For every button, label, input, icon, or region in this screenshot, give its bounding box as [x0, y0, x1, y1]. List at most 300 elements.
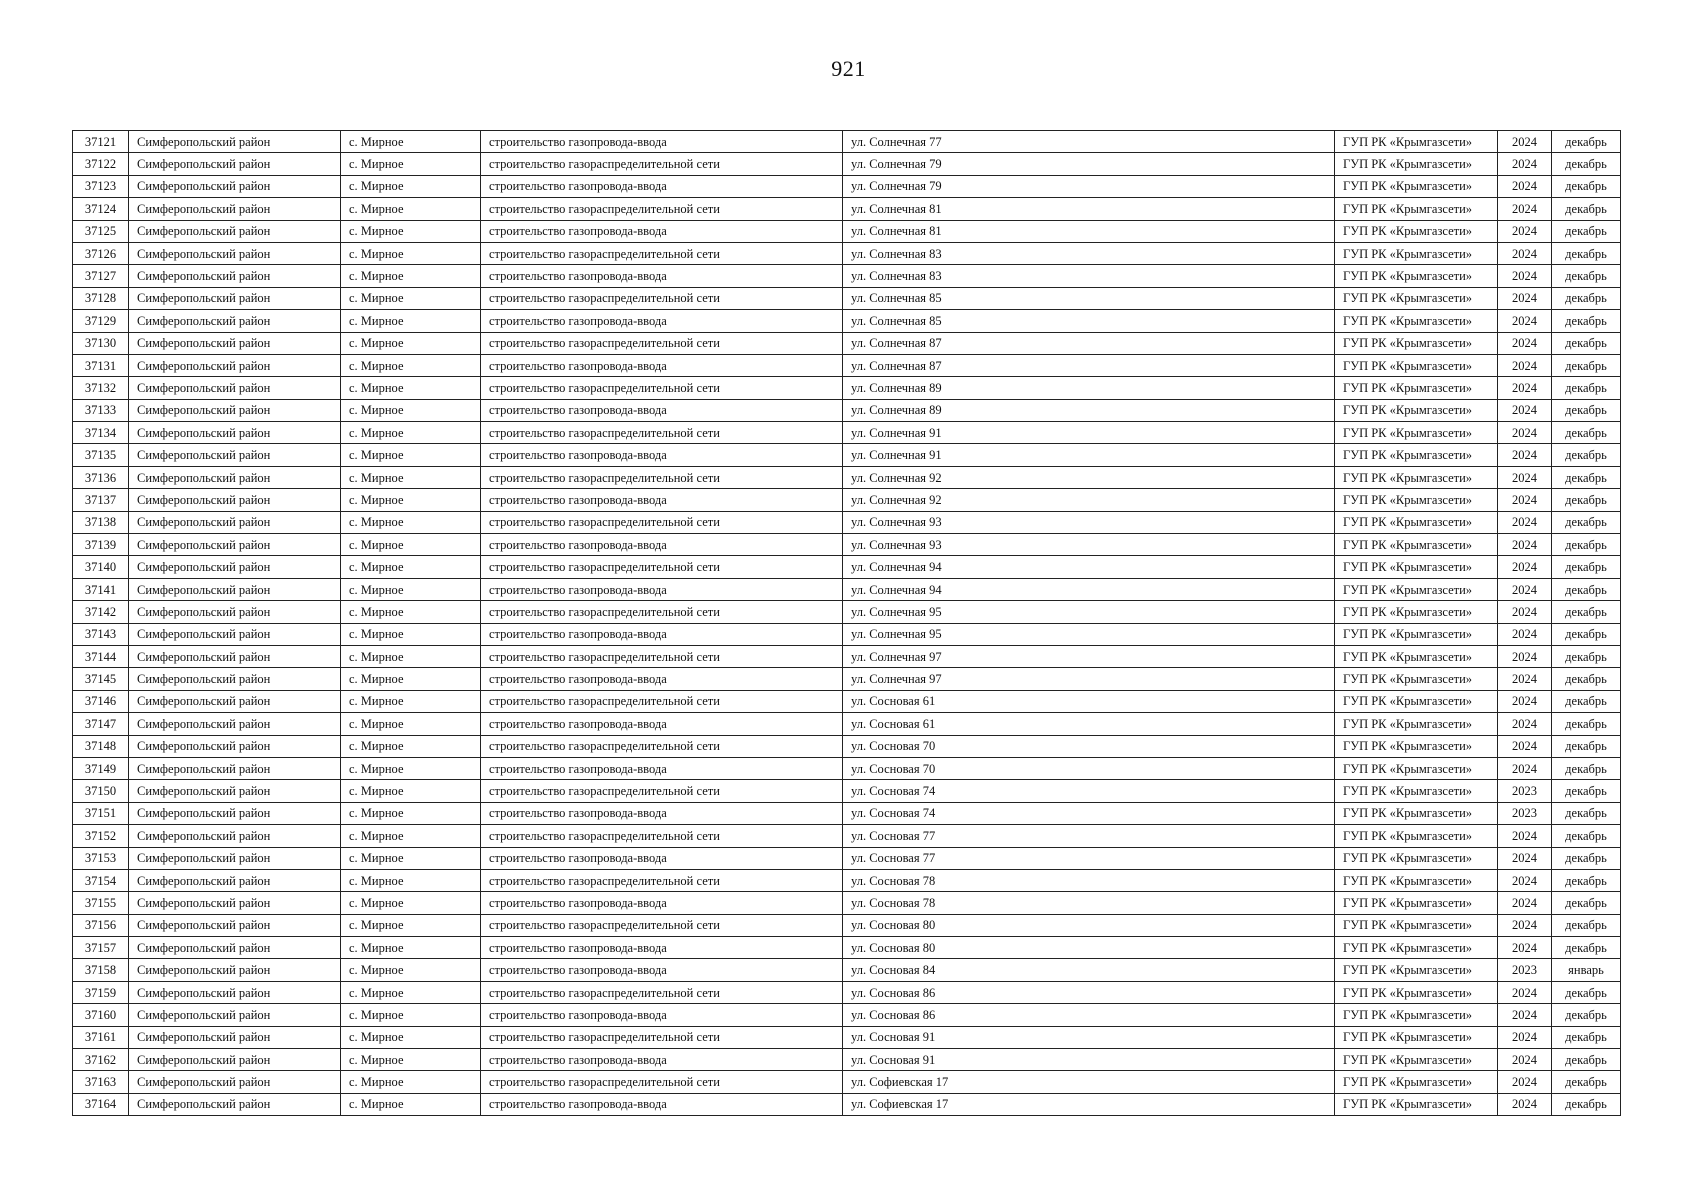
address-cell: ул. Сосновая 84 — [843, 959, 1335, 981]
district-cell: Симферопольский район — [129, 175, 341, 197]
year-cell: 2024 — [1498, 198, 1552, 220]
work-type-cell: строительство газораспределительной сети — [481, 422, 843, 444]
record-number-cell: 37146 — [73, 690, 129, 712]
record-number-cell: 37149 — [73, 757, 129, 779]
address-cell: ул. Солнечная 87 — [843, 332, 1335, 354]
record-number-cell: 37127 — [73, 265, 129, 287]
year-cell: 2024 — [1498, 869, 1552, 891]
organization-cell: ГУП РК «Крымгазсети» — [1335, 780, 1498, 802]
district-cell: Симферопольский район — [129, 444, 341, 466]
settlement-cell: с. Мирное — [341, 690, 481, 712]
settlement-cell: с. Мирное — [341, 802, 481, 824]
address-cell: ул. Софиевская 17 — [843, 1071, 1335, 1093]
record-number-cell: 37140 — [73, 556, 129, 578]
year-cell: 2024 — [1498, 690, 1552, 712]
table-row — [73, 690, 1621, 712]
work-type-cell: строительство газораспределительной сети — [481, 690, 843, 712]
district-cell: Симферопольский район — [129, 310, 341, 332]
settlement-cell: с. Мирное — [341, 937, 481, 959]
organization-cell: ГУП РК «Крымгазсети» — [1335, 175, 1498, 197]
address-cell: ул. Солнечная 97 — [843, 645, 1335, 667]
settlement-cell: с. Мирное — [341, 242, 481, 264]
address-cell: ул. Солнечная 95 — [843, 623, 1335, 645]
table-row — [73, 220, 1621, 242]
district-cell: Симферопольский район — [129, 287, 341, 309]
address-cell: ул. Солнечная 91 — [843, 422, 1335, 444]
address-cell: ул. Солнечная 94 — [843, 556, 1335, 578]
month-cell: декабрь — [1552, 802, 1621, 824]
month-cell: декабрь — [1552, 310, 1621, 332]
record-number-cell: 37125 — [73, 220, 129, 242]
settlement-cell: с. Мирное — [341, 668, 481, 690]
work-type-cell: строительство газопровода-ввода — [481, 892, 843, 914]
work-type-cell: строительство газораспределительной сети — [481, 242, 843, 264]
table-row — [73, 1071, 1621, 1093]
work-type-cell: строительство газораспределительной сети — [481, 556, 843, 578]
table-row — [73, 757, 1621, 779]
district-cell: Симферопольский район — [129, 578, 341, 600]
organization-cell: ГУП РК «Крымгазсети» — [1335, 444, 1498, 466]
year-cell: 2024 — [1498, 937, 1552, 959]
organization-cell: ГУП РК «Крымгазсети» — [1335, 869, 1498, 891]
organization-cell: ГУП РК «Крымгазсети» — [1335, 422, 1498, 444]
table-row — [73, 556, 1621, 578]
address-cell: ул. Сосновая 61 — [843, 690, 1335, 712]
address-cell: ул. Солнечная 97 — [843, 668, 1335, 690]
settlement-cell: с. Мирное — [341, 332, 481, 354]
district-cell: Симферопольский район — [129, 489, 341, 511]
district-cell: Симферопольский район — [129, 1026, 341, 1048]
work-type-cell: строительство газопровода-ввода — [481, 444, 843, 466]
table-row — [73, 399, 1621, 421]
work-type-cell: строительство газораспределительной сети — [481, 825, 843, 847]
month-cell: декабрь — [1552, 175, 1621, 197]
settlement-cell: с. Мирное — [341, 959, 481, 981]
month-cell: декабрь — [1552, 892, 1621, 914]
table-row — [73, 1026, 1621, 1048]
record-number-cell: 37162 — [73, 1049, 129, 1071]
address-cell: ул. Солнечная 81 — [843, 220, 1335, 242]
table-row — [73, 623, 1621, 645]
district-cell: Симферопольский район — [129, 511, 341, 533]
settlement-cell: с. Мирное — [341, 847, 481, 869]
settlement-cell: с. Мирное — [341, 869, 481, 891]
organization-cell: ГУП РК «Крымгазсети» — [1335, 1093, 1498, 1115]
work-type-cell: строительство газораспределительной сети — [481, 1071, 843, 1093]
year-cell: 2024 — [1498, 466, 1552, 488]
record-number-cell: 37154 — [73, 869, 129, 891]
organization-cell: ГУП РК «Крымгазсети» — [1335, 220, 1498, 242]
work-type-cell: строительство газораспределительной сети — [481, 735, 843, 757]
record-number-cell: 37143 — [73, 623, 129, 645]
organization-cell: ГУП РК «Крымгазсети» — [1335, 287, 1498, 309]
settlement-cell: с. Мирное — [341, 399, 481, 421]
year-cell: 2024 — [1498, 422, 1552, 444]
address-cell: ул. Сосновая 91 — [843, 1049, 1335, 1071]
district-cell: Симферопольский район — [129, 1049, 341, 1071]
record-number-cell: 37121 — [73, 131, 129, 153]
settlement-cell: с. Мирное — [341, 131, 481, 153]
record-number-cell: 37142 — [73, 601, 129, 623]
address-cell: ул. Сосновая 74 — [843, 780, 1335, 802]
address-cell: ул. Софиевская 17 — [843, 1093, 1335, 1115]
address-cell: ул. Солнечная 91 — [843, 444, 1335, 466]
year-cell: 2024 — [1498, 713, 1552, 735]
district-cell: Симферопольский район — [129, 466, 341, 488]
address-cell: ул. Солнечная 83 — [843, 242, 1335, 264]
month-cell: декабрь — [1552, 601, 1621, 623]
work-type-cell: строительство газопровода-ввода — [481, 847, 843, 869]
table-row — [73, 198, 1621, 220]
work-type-cell: строительство газопровода-ввода — [481, 310, 843, 332]
district-cell: Симферопольский район — [129, 802, 341, 824]
record-number-cell: 37137 — [73, 489, 129, 511]
table-row — [73, 1004, 1621, 1026]
district-cell: Симферопольский район — [129, 354, 341, 376]
record-number-cell: 37136 — [73, 466, 129, 488]
year-cell: 2023 — [1498, 959, 1552, 981]
work-type-cell: строительство газопровода-ввода — [481, 713, 843, 735]
address-cell: ул. Солнечная 92 — [843, 466, 1335, 488]
month-cell: декабрь — [1552, 153, 1621, 175]
table-row — [73, 645, 1621, 667]
organization-cell: ГУП РК «Крымгазсети» — [1335, 825, 1498, 847]
work-type-cell: строительство газопровода-ввода — [481, 623, 843, 645]
district-cell: Симферопольский район — [129, 668, 341, 690]
year-cell: 2024 — [1498, 332, 1552, 354]
district-cell: Симферопольский район — [129, 713, 341, 735]
organization-cell: ГУП РК «Крымгазсети» — [1335, 556, 1498, 578]
settlement-cell: с. Мирное — [341, 444, 481, 466]
table-row — [73, 578, 1621, 600]
year-cell: 2024 — [1498, 354, 1552, 376]
record-number-cell: 37124 — [73, 198, 129, 220]
year-cell: 2024 — [1498, 310, 1552, 332]
district-cell: Симферопольский район — [129, 735, 341, 757]
district-cell: Симферопольский район — [129, 332, 341, 354]
year-cell: 2024 — [1498, 1026, 1552, 1048]
organization-cell: ГУП РК «Крымгазсети» — [1335, 690, 1498, 712]
table-row — [73, 422, 1621, 444]
organization-cell: ГУП РК «Крымгазсети» — [1335, 511, 1498, 533]
record-number-cell: 37131 — [73, 354, 129, 376]
table-row — [73, 892, 1621, 914]
record-number-cell: 37163 — [73, 1071, 129, 1093]
settlement-cell: с. Мирное — [341, 825, 481, 847]
year-cell: 2024 — [1498, 131, 1552, 153]
district-cell: Симферопольский район — [129, 780, 341, 802]
year-cell: 2024 — [1498, 489, 1552, 511]
settlement-cell: с. Мирное — [341, 735, 481, 757]
address-cell: ул. Сосновая 77 — [843, 825, 1335, 847]
month-cell: декабрь — [1552, 422, 1621, 444]
table-row — [73, 959, 1621, 981]
settlement-cell: с. Мирное — [341, 175, 481, 197]
district-cell: Симферопольский район — [129, 1004, 341, 1026]
work-type-cell: строительство газопровода-ввода — [481, 131, 843, 153]
year-cell: 2024 — [1498, 1071, 1552, 1093]
address-cell: ул. Сосновая 77 — [843, 847, 1335, 869]
settlement-cell: с. Мирное — [341, 198, 481, 220]
work-type-cell: строительство газораспределительной сети — [481, 601, 843, 623]
settlement-cell: с. Мирное — [341, 1071, 481, 1093]
record-number-cell: 37130 — [73, 332, 129, 354]
settlement-cell: с. Мирное — [341, 511, 481, 533]
record-number-cell: 37123 — [73, 175, 129, 197]
district-cell: Симферопольский район — [129, 623, 341, 645]
organization-cell: ГУП РК «Крымгазсети» — [1335, 578, 1498, 600]
month-cell: декабрь — [1552, 757, 1621, 779]
year-cell: 2023 — [1498, 780, 1552, 802]
table-row — [73, 444, 1621, 466]
year-cell: 2024 — [1498, 242, 1552, 264]
table-row — [73, 153, 1621, 175]
settlement-cell: с. Мирное — [341, 422, 481, 444]
address-cell: ул. Сосновая 61 — [843, 713, 1335, 735]
settlement-cell: с. Мирное — [341, 153, 481, 175]
work-type-cell: строительство газораспределительной сети — [481, 780, 843, 802]
settlement-cell: с. Мирное — [341, 556, 481, 578]
district-cell: Симферопольский район — [129, 220, 341, 242]
month-cell: декабрь — [1552, 534, 1621, 556]
record-number-cell: 37157 — [73, 937, 129, 959]
month-cell: декабрь — [1552, 220, 1621, 242]
address-cell: ул. Солнечная 83 — [843, 265, 1335, 287]
district-cell: Симферопольский район — [129, 422, 341, 444]
settlement-cell: с. Мирное — [341, 780, 481, 802]
table-row — [73, 354, 1621, 376]
settlement-cell: с. Мирное — [341, 354, 481, 376]
year-cell: 2024 — [1498, 981, 1552, 1003]
record-number-cell: 37151 — [73, 802, 129, 824]
table-row — [73, 287, 1621, 309]
work-type-cell: строительство газопровода-ввода — [481, 959, 843, 981]
organization-cell: ГУП РК «Крымгазсети» — [1335, 981, 1498, 1003]
month-cell: декабрь — [1552, 354, 1621, 376]
district-cell: Симферопольский район — [129, 534, 341, 556]
year-cell: 2024 — [1498, 578, 1552, 600]
address-cell: ул. Солнечная 93 — [843, 534, 1335, 556]
year-cell: 2024 — [1498, 623, 1552, 645]
year-cell: 2024 — [1498, 668, 1552, 690]
organization-cell: ГУП РК «Крымгазсети» — [1335, 937, 1498, 959]
address-cell: ул. Солнечная 79 — [843, 153, 1335, 175]
year-cell: 2024 — [1498, 847, 1552, 869]
settlement-cell: с. Мирное — [341, 220, 481, 242]
table-row — [73, 869, 1621, 891]
record-number-cell: 37133 — [73, 399, 129, 421]
table-row — [73, 466, 1621, 488]
address-cell: ул. Сосновая 78 — [843, 869, 1335, 891]
table-row — [73, 332, 1621, 354]
settlement-cell: с. Мирное — [341, 914, 481, 936]
record-number-cell: 37152 — [73, 825, 129, 847]
page-number: 921 — [831, 56, 866, 81]
table-row — [73, 914, 1621, 936]
work-type-cell: строительство газопровода-ввода — [481, 1093, 843, 1115]
work-type-cell: строительство газораспределительной сети — [481, 153, 843, 175]
table-row — [73, 534, 1621, 556]
month-cell: январь — [1552, 959, 1621, 981]
district-cell: Симферопольский район — [129, 601, 341, 623]
address-cell: ул. Солнечная 79 — [843, 175, 1335, 197]
settlement-cell: с. Мирное — [341, 1093, 481, 1115]
year-cell: 2024 — [1498, 1049, 1552, 1071]
work-type-cell: строительство газораспределительной сети — [481, 1026, 843, 1048]
settlement-cell: с. Мирное — [341, 645, 481, 667]
month-cell: декабрь — [1552, 645, 1621, 667]
table-row — [73, 1049, 1621, 1071]
address-cell: ул. Солнечная 77 — [843, 131, 1335, 153]
district-cell: Симферопольский район — [129, 1093, 341, 1115]
work-type-cell: строительство газораспределительной сети — [481, 198, 843, 220]
month-cell: декабрь — [1552, 578, 1621, 600]
settlement-cell: с. Мирное — [341, 892, 481, 914]
address-cell: ул. Солнечная 89 — [843, 377, 1335, 399]
month-cell: декабрь — [1552, 735, 1621, 757]
table-row — [73, 242, 1621, 264]
organization-cell: ГУП РК «Крымгазсети» — [1335, 959, 1498, 981]
record-number-cell: 37122 — [73, 153, 129, 175]
month-cell: декабрь — [1552, 489, 1621, 511]
month-cell: декабрь — [1552, 690, 1621, 712]
work-type-cell: строительство газопровода-ввода — [481, 265, 843, 287]
settlement-cell: с. Мирное — [341, 1049, 481, 1071]
address-cell: ул. Солнечная 81 — [843, 198, 1335, 220]
table-row — [73, 601, 1621, 623]
organization-cell: ГУП РК «Крымгазсети» — [1335, 713, 1498, 735]
work-type-cell: строительство газопровода-ввода — [481, 354, 843, 376]
record-number-cell: 37153 — [73, 847, 129, 869]
address-cell: ул. Сосновая 70 — [843, 757, 1335, 779]
district-cell: Симферопольский район — [129, 757, 341, 779]
district-cell: Симферопольский район — [129, 556, 341, 578]
month-cell: декабрь — [1552, 981, 1621, 1003]
month-cell: декабрь — [1552, 511, 1621, 533]
work-type-cell: строительство газопровода-ввода — [481, 175, 843, 197]
work-type-cell: строительство газораспределительной сети — [481, 645, 843, 667]
record-number-cell: 37164 — [73, 1093, 129, 1115]
month-cell: декабрь — [1552, 198, 1621, 220]
work-type-cell: строительство газопровода-ввода — [481, 802, 843, 824]
organization-cell: ГУП РК «Крымгазсети» — [1335, 131, 1498, 153]
table-body — [73, 131, 1621, 1116]
settlement-cell: с. Мирное — [341, 534, 481, 556]
district-cell: Симферопольский район — [129, 645, 341, 667]
settlement-cell: с. Мирное — [341, 287, 481, 309]
district-cell: Симферопольский район — [129, 981, 341, 1003]
settlement-cell: с. Мирное — [341, 1026, 481, 1048]
record-number-cell: 37161 — [73, 1026, 129, 1048]
work-type-cell: строительство газопровода-ввода — [481, 489, 843, 511]
district-cell: Симферопольский район — [129, 892, 341, 914]
record-number-cell: 37158 — [73, 959, 129, 981]
month-cell: декабрь — [1552, 1026, 1621, 1048]
address-cell: ул. Сосновая 74 — [843, 802, 1335, 824]
year-cell: 2024 — [1498, 556, 1552, 578]
month-cell: декабрь — [1552, 713, 1621, 735]
work-type-cell: строительство газораспределительной сети — [481, 377, 843, 399]
year-cell: 2024 — [1498, 1004, 1552, 1026]
address-cell: ул. Сосновая 91 — [843, 1026, 1335, 1048]
organization-cell: ГУП РК «Крымгазсети» — [1335, 198, 1498, 220]
district-cell: Симферопольский район — [129, 937, 341, 959]
organization-cell: ГУП РК «Крымгазсети» — [1335, 1049, 1498, 1071]
settlement-cell: с. Мирное — [341, 757, 481, 779]
year-cell: 2024 — [1498, 645, 1552, 667]
month-cell: декабрь — [1552, 332, 1621, 354]
year-cell: 2024 — [1498, 825, 1552, 847]
organization-cell: ГУП РК «Крымгазсети» — [1335, 847, 1498, 869]
settlement-cell: с. Мирное — [341, 310, 481, 332]
record-number-cell: 37156 — [73, 914, 129, 936]
organization-cell: ГУП РК «Крымгазсети» — [1335, 265, 1498, 287]
month-cell: декабрь — [1552, 1049, 1621, 1071]
record-number-cell: 37144 — [73, 645, 129, 667]
address-cell: ул. Сосновая 86 — [843, 981, 1335, 1003]
record-number-cell: 37147 — [73, 713, 129, 735]
district-cell: Симферопольский район — [129, 847, 341, 869]
address-cell: ул. Сосновая 78 — [843, 892, 1335, 914]
month-cell: декабрь — [1552, 444, 1621, 466]
record-number-cell: 37148 — [73, 735, 129, 757]
organization-cell: ГУП РК «Крымгазсети» — [1335, 1004, 1498, 1026]
record-number-cell: 37141 — [73, 578, 129, 600]
month-cell: декабрь — [1552, 131, 1621, 153]
record-number-cell: 37135 — [73, 444, 129, 466]
month-cell: декабрь — [1552, 914, 1621, 936]
year-cell: 2024 — [1498, 265, 1552, 287]
work-type-cell: строительство газопровода-ввода — [481, 937, 843, 959]
work-type-cell: строительство газопровода-ввода — [481, 757, 843, 779]
year-cell: 2024 — [1498, 377, 1552, 399]
address-cell: ул. Сосновая 86 — [843, 1004, 1335, 1026]
organization-cell: ГУП РК «Крымгазсети» — [1335, 399, 1498, 421]
district-cell: Симферопольский район — [129, 242, 341, 264]
record-number-cell: 37138 — [73, 511, 129, 533]
record-number-cell: 37139 — [73, 534, 129, 556]
table-row — [73, 847, 1621, 869]
organization-cell: ГУП РК «Крымгазсети» — [1335, 242, 1498, 264]
work-type-cell: строительство газораспределительной сети — [481, 332, 843, 354]
district-cell: Симферопольский район — [129, 914, 341, 936]
work-type-cell: строительство газораспределительной сети — [481, 287, 843, 309]
record-number-cell: 37150 — [73, 780, 129, 802]
organization-cell: ГУП РК «Крымгазсети» — [1335, 623, 1498, 645]
organization-cell: ГУП РК «Крымгазсети» — [1335, 914, 1498, 936]
settlement-cell: с. Мирное — [341, 489, 481, 511]
month-cell: декабрь — [1552, 556, 1621, 578]
record-number-cell: 37145 — [73, 668, 129, 690]
organization-cell: ГУП РК «Крымгазсети» — [1335, 534, 1498, 556]
district-cell: Симферопольский район — [129, 690, 341, 712]
record-number-cell: 37160 — [73, 1004, 129, 1026]
month-cell: декабрь — [1552, 847, 1621, 869]
year-cell: 2024 — [1498, 914, 1552, 936]
table-row — [73, 981, 1621, 1003]
work-type-cell: строительство газопровода-ввода — [481, 399, 843, 421]
district-cell: Симферопольский район — [129, 153, 341, 175]
table-row — [73, 175, 1621, 197]
month-cell: декабрь — [1552, 1093, 1621, 1115]
organization-cell: ГУП РК «Крымгазсети» — [1335, 310, 1498, 332]
work-type-cell: строительство газопровода-ввода — [481, 578, 843, 600]
address-cell: ул. Сосновая 70 — [843, 735, 1335, 757]
settlement-cell: с. Мирное — [341, 377, 481, 399]
address-cell: ул. Солнечная 92 — [843, 489, 1335, 511]
organization-cell: ГУП РК «Крымгазсети» — [1335, 645, 1498, 667]
month-cell: декабрь — [1552, 668, 1621, 690]
